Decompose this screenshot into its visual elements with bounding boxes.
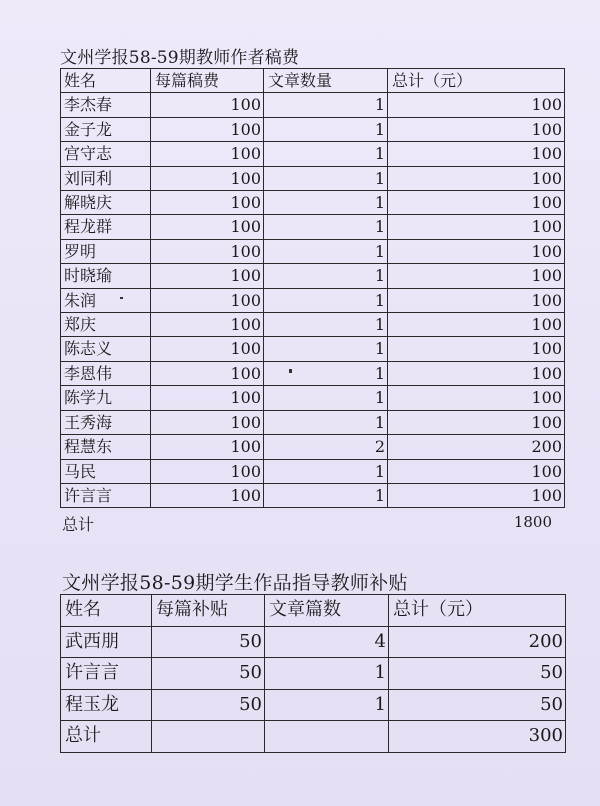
header-subsidy: 每篇补贴 [152,595,265,627]
header-count: 文章数量 [264,69,388,93]
header-article-count: 文章篇数 [265,595,389,627]
table1-row [61,288,565,312]
table1-row [61,264,565,288]
student-advisor-subsidy-table [60,594,566,753]
total-cell: 100 [388,117,565,141]
table2-total-label: 总计 [61,721,152,753]
scan-speck [289,369,292,373]
name-cell: 武西朋 [61,626,152,658]
total-cell: 100 [388,337,565,361]
total-cell: 100 [388,93,565,117]
header-name: 姓名 [61,595,152,627]
total-cell: 100 [388,483,565,507]
table1-title: 文州学报58-59期教师作者稿费 [60,48,300,68]
fee-cell: 100 [151,191,264,215]
name-cell: 时晓瑜 [61,264,151,288]
table1-row [61,239,565,263]
header-total: 总计（元） [388,69,565,93]
table2-header-row [61,595,566,627]
total-cell: 100 [388,386,565,410]
fee-cell: 100 [151,142,264,166]
fee-cell: 50 [152,689,265,721]
count-cell: 1 [264,288,388,312]
table2-total-value: 300 [389,721,566,753]
table1-body [61,93,565,508]
fee-cell: 100 [151,361,264,385]
name-cell: 李杰春 [61,93,151,117]
table1-row [61,337,565,361]
table1-total-value: 1800 [513,513,552,531]
fee-cell: 100 [151,264,264,288]
fee-cell: 50 [152,658,265,690]
fee-cell: 100 [151,313,264,337]
name-cell: 程龙群 [61,215,151,239]
count-cell: 1 [264,191,388,215]
table1-row [61,313,565,337]
count-cell: 2 [264,435,388,459]
name-cell: 王秀海 [61,410,151,434]
fee-cell: 100 [151,93,264,117]
table1-row [61,459,565,483]
count-cell: 1 [264,386,388,410]
name-cell: 陈学九 [61,386,151,410]
name-cell: 陈志义 [61,337,151,361]
fee-cell: 100 [151,215,264,239]
total-cell: 50 [389,658,566,690]
name-cell: 金子龙 [61,117,151,141]
total-cell: 100 [388,313,565,337]
author-fee-table [60,68,565,508]
count-cell: 1 [264,215,388,239]
count-cell: 1 [264,239,388,263]
header-fee: 每篇稿费 [151,69,264,93]
total-cell: 100 [388,215,565,239]
fee-cell: 100 [151,410,264,434]
count-cell: 1 [264,264,388,288]
table1-row [61,191,565,215]
name-cell: 许言言 [61,483,151,507]
total-cell: 50 [389,689,566,721]
header-name: 姓名 [61,69,151,93]
table2-title: 文州学报58-59期学生作品指导教师补贴 [62,572,408,594]
count-cell: 1 [264,361,388,385]
name-cell: 刘同利 [61,166,151,190]
total-cell: 100 [388,166,565,190]
fee-cell: 100 [151,459,264,483]
total-cell: 100 [388,191,565,215]
count-cell: 1 [264,93,388,117]
name-cell: 李恩伟 [61,361,151,385]
total-cell: 200 [389,626,566,658]
fee-cell: 100 [151,166,264,190]
count-cell: 1 [265,658,389,690]
table2-row [61,626,566,658]
count-cell: 1 [264,117,388,141]
fee-cell: 100 [151,386,264,410]
table1-row [61,361,565,385]
table1-row [61,483,565,507]
table2-row [61,689,566,721]
total-cell: 100 [388,288,565,312]
total-cell: 100 [388,264,565,288]
count-cell: 1 [264,166,388,190]
count-cell: 4 [265,626,389,658]
table1-row [61,386,565,410]
count-cell: 1 [264,459,388,483]
name-cell: 马民 [61,459,151,483]
name-cell: 许言言 [61,658,152,690]
name-cell: 郑庆 [61,313,151,337]
name-cell: 朱润 [61,288,151,312]
name-cell: 宫守志 [61,142,151,166]
fee-cell: 100 [151,435,264,459]
fee-cell: 100 [151,483,264,507]
table1-total-label: 总计 [62,515,95,534]
name-cell: 罗明 [61,239,151,263]
table2-row [61,658,566,690]
count-cell: 1 [264,483,388,507]
table1-row [61,435,565,459]
table1-row [61,215,565,239]
header-total: 总计（元） [389,595,566,627]
total-cell: 200 [388,435,565,459]
table1-header-row [61,69,565,93]
name-cell: 程慧东 [61,435,151,459]
table2-body [61,626,566,721]
table1-row [61,117,565,141]
total-cell: 100 [388,142,565,166]
total-cell: 100 [388,459,565,483]
fee-cell: 100 [151,288,264,312]
count-cell: 1 [264,313,388,337]
total-cell: 100 [388,239,565,263]
scan-speck [120,297,123,299]
name-cell: 程玉龙 [61,689,152,721]
count-cell: 1 [265,689,389,721]
fee-cell: 100 [151,239,264,263]
table1-row [61,142,565,166]
count-cell: 1 [264,410,388,434]
table2-total-empty-cell [152,721,265,753]
fee-cell: 100 [151,117,264,141]
count-cell: 1 [264,142,388,166]
table1-row [61,166,565,190]
fee-cell: 50 [152,626,265,658]
table1-row [61,93,565,117]
table2-total-row [61,721,566,753]
fee-cell: 100 [151,337,264,361]
count-cell: 1 [264,337,388,361]
name-cell: 解晓庆 [61,191,151,215]
total-cell: 100 [388,410,565,434]
table2-total-empty-cell [265,721,389,753]
total-cell: 100 [388,361,565,385]
table1-row [61,410,565,434]
